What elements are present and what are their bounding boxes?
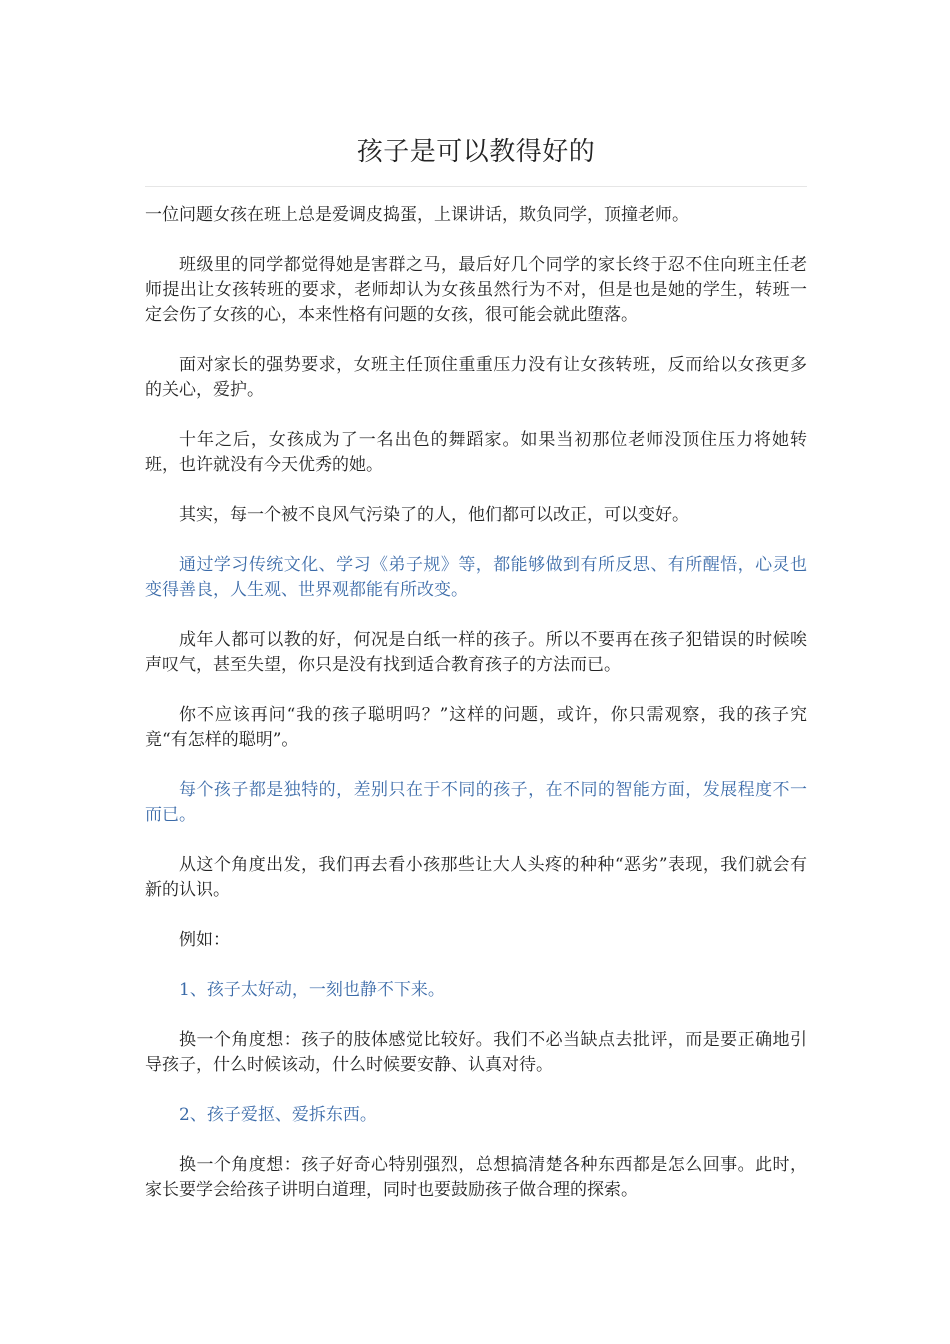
paragraph-7: 成年人都可以教的好，何况是白纸一样的孩子。所以不要再在孩子犯错误的时候唉声叹气，甚至失望，你只是没有找到适合教育孩子的方法而已。	[145, 630, 807, 675]
paragraph-8: 你不应该再问“我的孩子聪明吗？”这样的问题，或许，你只需观察，我的孩子究竟“有怎样的聪明”。	[145, 705, 807, 750]
paragraph-11: 例如：	[179, 930, 230, 950]
paragraph-1: 一位问题女孩在班上总是爱调皮捣蛋，上课讲话，欺负同学，顶撞老师。	[145, 205, 689, 225]
list-heading-1: 1、孩子太好动，一刻也静不下来。	[179, 980, 445, 1000]
highlight-paragraph-6: 通过学习传统文化、学习《弟子规》等，都能够做到有所反思、有所醒悟，心灵也变得善良，人生观、世界观都能有所改变。	[145, 555, 807, 600]
paragraph-4: 十年之后，女孩成为了一名出色的舞蹈家。如果当初那位老师没顶住压力将她转班，也许就没有今天优秀的她。	[145, 430, 807, 475]
paragraph-2: 班级里的同学都觉得她是害群之马，最后好几个同学的家长终于忍不住向班主任老师提出让女孩转班的要求，老师却认为女孩虽然行为不对，但是也是她的学生，转班一定会伤了女孩的心，本来性格有问题的女孩，很可能会就此堕落。	[145, 255, 807, 325]
paragraph-15: 换一个角度想：孩子好奇心特别强烈，总想搞清楚各种东西都是怎么回事。此时，家长要学会给孩子讲明白道理，同时也要鼓励孩子做合理的探索。	[145, 1155, 807, 1200]
title-divider	[145, 186, 807, 187]
paragraph-5: 其实，每一个被不良风气污染了的人，他们都可以改正，可以变好。	[179, 505, 689, 525]
page-title: 孩子是可以教得好的	[356, 137, 596, 167]
list-heading-2: 2、孩子爱抠、爱拆东西。	[179, 1105, 377, 1125]
paragraph-3: 面对家长的强势要求，女班主任顶住重重压力没有让女孩转班，反而给以女孩更多的关心，爱护。	[145, 355, 807, 400]
document-page	[145, 0, 807, 1228]
paragraph-13: 换一个角度想：孩子的肢体感觉比较好。我们不必当缺点去批评，而是要正确地引导孩子，什么时候该动，什么时候要安静、认真对待。	[145, 1030, 807, 1075]
article-body	[145, 203, 807, 1203]
highlight-paragraph-9: 每个孩子都是独特的，差别只在于不同的孩子，在不同的智能方面，发展程度不一而已。	[145, 780, 807, 825]
paragraph-10: 从这个角度出发，我们再去看小孩那些让大人头疼的种种“恶劣”表现，我们就会有新的认识。	[145, 855, 807, 900]
